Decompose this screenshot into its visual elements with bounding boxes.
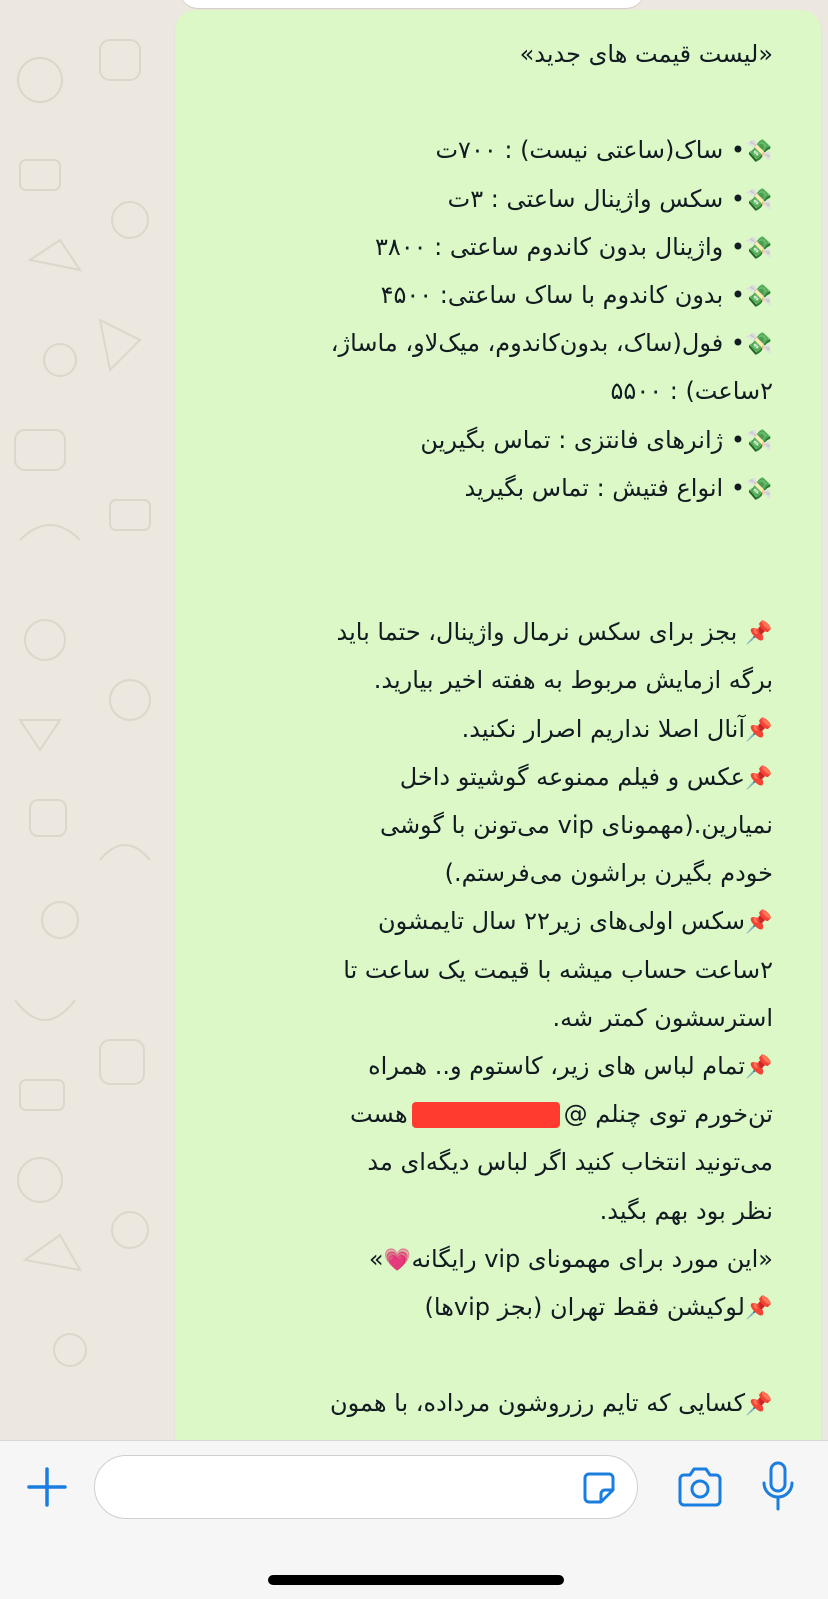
message-line: می‌تونید انتخاب کنید اگر لباس دیگه‌ای مد bbox=[367, 1148, 773, 1177]
rule-item: 📌 بجز برای سکس نرمال واژینال، حتما باید bbox=[213, 608, 773, 656]
rule-item: 📌سکس اولی‌های زیر۲۲ سال تایمشون bbox=[213, 897, 773, 945]
money-icon: 💸 bbox=[745, 428, 773, 454]
blank-line bbox=[213, 1331, 773, 1379]
camera-button[interactable] bbox=[676, 1467, 724, 1509]
price-item: 💸• انواع فتیش : تماس بگیرید bbox=[213, 464, 773, 512]
message-line: نظر بود بهم بگید. bbox=[599, 1196, 773, 1225]
money-icon: 💸 bbox=[745, 139, 773, 165]
heart-icon: 💗 bbox=[383, 1247, 412, 1273]
money-icon: 💸 bbox=[745, 283, 773, 309]
price-item: 💸• فول(ساک، بدون‌کاندوم، میک‌لاو، ماساژ، bbox=[213, 319, 773, 367]
pushpin-icon: 📌 bbox=[745, 1392, 773, 1418]
money-icon: 💸 bbox=[745, 235, 773, 261]
money-icon: 💸 bbox=[745, 476, 773, 502]
message-field[interactable] bbox=[94, 1455, 638, 1519]
camera-icon bbox=[676, 1467, 724, 1509]
price-item: 💸• ژانرهای فانتزی : تماس بگیرین bbox=[213, 416, 773, 464]
money-icon: 💸 bbox=[745, 187, 773, 213]
plus-icon bbox=[25, 1465, 69, 1509]
sticker-button[interactable] bbox=[581, 1470, 617, 1506]
blank-line bbox=[213, 560, 773, 608]
rule-item: 📌کسایی که تایم رزروشون مرداده، با همون bbox=[213, 1379, 773, 1427]
blank-line bbox=[213, 512, 773, 560]
message-line: برگه ازمایش مربوط به هفته اخیر بیارید. bbox=[373, 666, 773, 695]
microphone-icon bbox=[760, 1461, 796, 1513]
price-item: 💸• ساک(ساعتی نیست) : ۷۰۰ت bbox=[213, 126, 773, 174]
microphone-button[interactable] bbox=[760, 1461, 796, 1513]
sticker-icon bbox=[581, 1470, 617, 1506]
rule-item: 📌لوکیشن فقط تهران (بجز vipها) bbox=[213, 1283, 773, 1331]
message-line: استرسشون کمتر شه. bbox=[552, 1003, 773, 1032]
pushpin-icon: 📌 bbox=[745, 1054, 773, 1080]
redacted-channel-name bbox=[412, 1102, 560, 1128]
pushpin-icon: 📌 bbox=[745, 621, 773, 647]
message-input[interactable] bbox=[115, 1466, 559, 1510]
pushpin-icon: 📌 bbox=[745, 910, 773, 936]
message-line: ۲ساعت) : ۵۵۰۰ bbox=[610, 377, 773, 406]
message-bubble[interactable] bbox=[175, 10, 821, 1480]
price-item: 💸• واژینال بدون کاندوم ساعتی : ۳۸۰۰ bbox=[213, 223, 773, 271]
pushpin-icon: 📌 bbox=[745, 1295, 773, 1321]
message-line: نمیارین.(مهمونای vip می‌تونن با گوشی bbox=[379, 811, 773, 839]
previous-message-bubble bbox=[180, 0, 644, 8]
pushpin-icon: 📌 bbox=[745, 765, 773, 791]
blank-line bbox=[213, 78, 773, 126]
message-line: ۲ساعت حساب میشه با قیمت یک ساعت تا bbox=[343, 955, 773, 984]
rule-item: 📌عکس و فیلم ممنوعه گوشیتو داخل bbox=[213, 753, 773, 801]
message-line: «لیست قیمت های جدید» bbox=[519, 40, 773, 68]
price-item: 💸• سکس واژینال ساعتی : ۳ت bbox=[213, 175, 773, 223]
money-icon: 💸 bbox=[745, 332, 773, 358]
message-line: «این مورد برای مهمونای vip رایگانه💗» bbox=[213, 1235, 773, 1283]
rule-item: 📌تمام لباس های زیر، کاستوم و.. همراه bbox=[213, 1042, 773, 1090]
home-indicator[interactable] bbox=[268, 1575, 564, 1585]
message-line: خودم بگیرن براشون می‌فرستم.) bbox=[444, 859, 773, 888]
message-text bbox=[213, 30, 773, 1476]
price-item: 💸• بدون کاندوم با ساک ساعتی: ۴۵۰۰ bbox=[213, 271, 773, 319]
message-line: تن‌خورم توی چنلم @هست bbox=[349, 1100, 773, 1129]
attach-button[interactable] bbox=[25, 1465, 69, 1509]
pushpin-icon: 📌 bbox=[745, 717, 773, 743]
rule-item: 📌آنال اصلا نداریم اصرار نکنید. bbox=[213, 705, 773, 753]
